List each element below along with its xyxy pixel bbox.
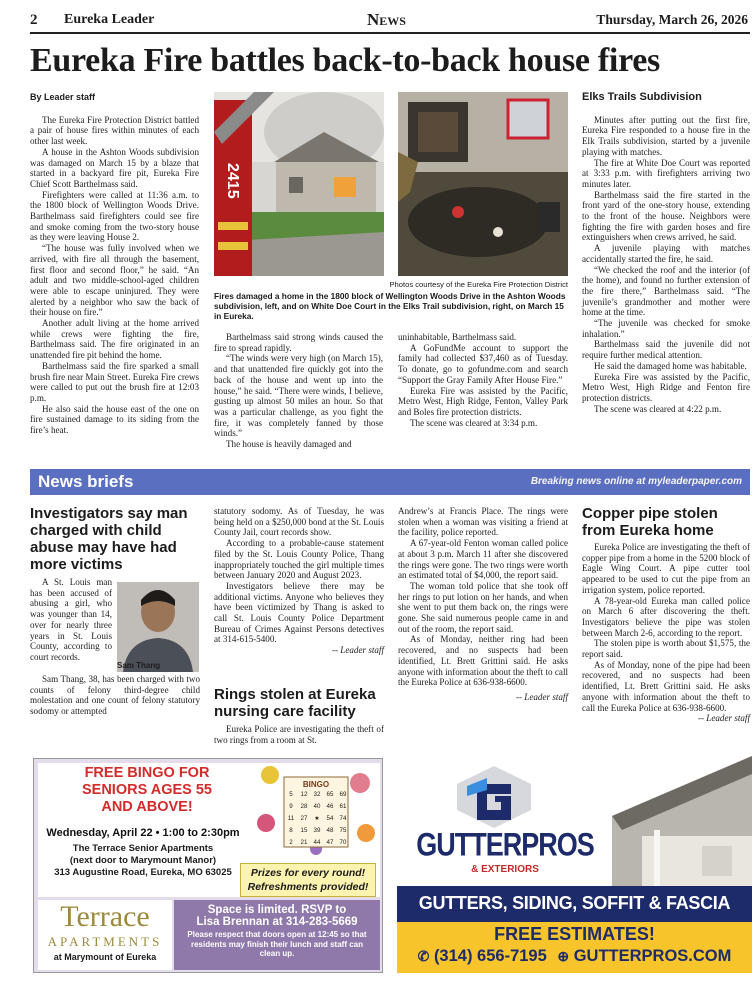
story-paragraph: A GoFundMe account to support the family had collected $37,460 as of Tuesday. To donate, go to gofundme.com and search “Support the Gray Family After House Fire.” [398,342,568,385]
bingo-number: 12 [300,791,308,798]
bingo-number: 5 [289,791,293,798]
bingo-number: 39 [313,827,321,834]
story-paragraph: Barthelmass said the fire started in the front yard of the one-story house, extending to the front of the house. Neighbors were fighting the fire with garden hoses and fire extinguishers when crews arrived, he said. [582,189,750,243]
story-paragraph: A juvenile playing with matches accidentally started the fire, he said. [582,243,750,264]
byline: By Leader staff [30,92,96,102]
page-headline: Eureka Fire battles back-to-back house fires [30,42,660,79]
brief3-column [582,542,750,724]
brief1-para2: Sam Thang, 38, has been charged with two counts of felony third-degree child molestation and one count of felony statutory sodomy or attempted [30,674,200,717]
story-paragraph: Eureka Fire was assisted by the Pacific, Metro West, High Ridge, Fenton, Valley Park and Boles fire protection districts. [398,385,568,417]
brief-paragraph: Eureka Police are investigating the theft of copper pipe from a home in the 5200 block of Eagle Wing Court. A pipe cutter tool appeared to be used to cut the pipe from an irrigation system, police reported. [582,542,750,595]
brief-headline: Rings stolen at Eureka nursing care facility [214,686,376,720]
bingo-number: 9 [289,803,293,810]
page-number: 2 [30,12,38,28]
gutterpros-logo-icon [457,766,531,828]
fire-photo-right [398,92,568,276]
bingo-number: 61 [339,803,347,810]
brief-signature: -- Leader staff [697,713,750,724]
story-column-4 [582,92,750,414]
gutter-phone[interactable]: (314) 656-7195 [433,947,547,965]
bingo-number: 75 [339,827,347,834]
news-briefs-bar [30,469,750,495]
bingo-number: 74 [339,815,347,822]
brief2-column-3 [398,506,568,703]
story-paragraph: Firefighters were called at 11:36 a.m. to the 1800 block of Wellington Woods Drive. Barthelmass said firefighters could see fire and smoke coming from the two-story house as they were leaving House 2. [30,189,199,243]
brief-headline: Investigators say man charged with child abuse may have had more victims [30,505,188,573]
bingo-number: 21 [300,839,308,846]
story-paragraph: The scene was cleared at 4:22 p.m. [594,403,722,414]
story-paragraph: He said the damaged home was habitable. [594,360,747,371]
bingo-number: 8 [289,827,293,834]
brief-headline: Copper pipe stolen from Eureka home [582,505,718,539]
story-paragraph: A house in the Ashton Woods subdivision was damaged on March 15 by a blaze that started in a backyard fire pit, Eureka Fire Chief Scott Barthelmass said. [30,146,199,189]
rsvp-phone[interactable]: Lisa Brennan at 314-283-5669 [196,916,358,928]
gutter-offer: FREE ESTIMATES! [494,924,655,944]
bingo-title-line: AND ABOVE! [101,799,193,815]
story-paragraph: Another adult living at the home arrived while crews were fighting the fire, Barthelmass said. The fire originated in an unattended fire pit behind the home. [30,318,199,361]
briefs-promo-link[interactable]: Breaking news online at myleaderpaper.com [530,476,742,487]
gutterpros-ad[interactable] [397,756,752,973]
brief-paragraph: A 78-year-old Eureka man called police on March 6 after discovering the theft. Investigators believe the pipe was stolen between March 2-6, according to the report. [582,595,750,638]
mugshot-photo [117,582,199,672]
mugshot-label: Sam Thang [117,661,161,670]
story-subhead: Elks Trails Subdivision [582,91,702,103]
story-paragraph: “The juvenile was checked for smoke inhalation.” [582,318,750,339]
story-paragraph: He also said the house east of the one on fire sustained damage to its siding from the fire’s heat. [30,403,199,436]
terrace-logo-sub: APARTMENTS [47,934,163,949]
bingo-address: 313 Augustine Road, Eureka, MO 63025 [54,867,232,878]
bingo-number: 69 [339,791,347,798]
brief-paragraph: statutory sodomy. As of Tuesday, he was being held on a $250,000 bond at the St. Louis County Jail, court records show. [214,506,384,538]
bingo-number: ★ [314,815,320,822]
brief1-column-2 [214,506,384,656]
bingo-title-line: SENIORS AGES 55 [81,782,212,798]
brief-paragraph: According to a probable-cause statement filed by the St. Louis County Police, Thang inappropriately touched the girl multiple times between January 2020 and August 2023. [214,538,384,581]
story-paragraph: The Eureka Fire Protection District battled a pair of house fires within minutes of each other last week. [30,114,199,147]
paper-name: Eureka Leader [64,12,155,27]
bingo-title-line: FREE BINGO FOR [84,765,210,781]
truck-number: 2415 [224,163,241,199]
brief1-lead: A St. Louis man has been accused of abusing a girl, who was younger than 14, over for nearly three years in St. Louis County, according to court records. [30,577,112,662]
bingo-number: 40 [313,803,321,810]
story-column-3 [398,332,568,428]
story-paragraph: Eureka Fire was assisted by the Pacific, Metro West, High Ridge and Fenton fire protection districts. [582,371,750,403]
section-name: News [367,10,406,29]
story-paragraph: “We checked the roof and the interior (of the home), and found no further extension of the fire there,” Barthelmass said. “The juvenile’s grandmother and mother were home at the time. [582,264,750,318]
fire-photo-left [214,92,384,276]
story-paragraph: uninhabitable, Barthelmass said. [398,332,517,342]
bingo-number: 65 [326,791,334,798]
bingo-number: 54 [326,815,334,822]
bingo-number: 48 [326,827,334,834]
bingo-number: 32 [313,791,321,798]
brief-paragraph: The stolen pipe is worth about $1,575, the report said. [582,638,750,660]
rsvp-panel [174,900,380,970]
person-silhouette [117,582,199,672]
bingo-prizes-box [240,863,376,897]
gutterpros-sub: & EXTERIORS [471,864,539,875]
bingo-when: Wednesday, April 22 • 1:00 to 2:30pm [46,827,240,839]
bingo-number: 11 [287,815,295,822]
bingo-number: 46 [326,803,334,810]
bingo-number: 15 [300,827,308,834]
story-paragraph: The scene was cleared at 3:34 p.m. [410,417,538,428]
story-paragraph: Barthelmass said strong winds caused the fire to spread rapidly. [214,332,383,353]
brief-paragraph: Investigators believe there may be additional victims. Anyone who believes they have been victimized by Thang is asked to call St. Louis County Police Department Bureau of Crimes Against Persons detectives at 314-615-5400. [214,580,384,645]
gutterpros-brand: GUTTERPROS [416,826,594,863]
photo-credit: Photos courtesy of the Eureka Fire Protection District [389,280,568,289]
story-paragraph: “The house was fully involved when we arrived, with fire all through the basement, first floor and second floor,” he said. “An adult and two middle-school-aged children were able to escape uninjured. They were alerted by a neighbor who saw the back of their house on fire.” [30,243,199,318]
brief-signature: -- Leader staff [331,645,384,656]
story-paragraph: The fire at White Doe Court was reported at 3:33 p.m. with firefighters arriving two minutes later. [582,157,750,189]
story-paragraph: The house is heavily damaged and [226,439,352,450]
story-column-2 [214,332,383,450]
bingo-card-grid [285,789,349,848]
bingo-prizes-line: Refreshments provided! [247,881,369,893]
gutter-contact-row [397,947,752,973]
brief-signature: -- Leader staff [515,691,568,702]
bingo-number: 27 [300,815,308,822]
photo-caption: Fires damaged a home in the 1800 block of Wellington Woods Drive in the Ashton Woods subdivision, left, and on White Doe Court in the Elks Trail subdivision, right, on March 15 in Eureka. [214,291,566,322]
bingo-venue: The Terrace Senior Apartments [72,843,214,854]
brief-paragraph: A 67-year-old Fenton woman called police at about 3 p.m. March 11 after she discovered the rings were gone. The two rings were worth an estimated total of $4,000, the report said. [398,538,568,581]
story-paragraph: Barthelmass said the fire sparked a small brush fire near Main Street. Eureka Fire crews were called to put out the brush fire at 12:03 p.m. [30,360,199,403]
fire-scene-illustration [214,92,384,276]
bingo-number: 28 [300,803,308,810]
rsvp-note: Please respect that doors open at 12:45 so that residents may finish their lunch and staff can clean up. [187,930,367,958]
terrace-logo-box [38,900,172,970]
story-paragraph: Minutes after putting out the first fire, Eureka Fire responded to a house fire in the Elk Trails subdivision, started by a juvenile playing with matches. [582,114,750,157]
brief-paragraph: The woman told police that she took off her rings to put lotion on her hands, and when she went to put them back on, the rings were gone. She said numerous people came in and out of the room, the report said. [398,580,568,634]
gutter-website[interactable]: GUTTERPROS.COM [573,947,732,965]
story-column-1 [30,92,199,436]
bingo-ad-title [42,765,252,816]
story-paragraph: “The winds were very high (on March 15), and that unattended fire quickly got into the back of the house and went up into the house,” he said. “There were winds, I believe, gusting up almost 50 miles an hour. So that was a particular challenge, as you fight the fire, it was completely fanned by those winds.” [214,353,383,439]
gutter-services: GUTTERS, SIDING, SOFFIT & FASCIA [418,893,731,913]
terrace-logo-name: Terrace [60,900,150,933]
bingo-number: 44 [313,839,321,846]
phone-icon: ✆ [417,948,430,964]
masthead-rule [30,32,750,34]
rsvp-line: Space is limited. RSVP to [207,904,347,916]
news-briefs-title: News briefs [38,472,134,491]
bingo-number: 70 [339,839,347,846]
bingo-venue-note: (next door to Marymount Manor) [69,855,217,866]
brief-paragraph: Andrew’s at Francis Place. The rings were stolen when a woman was visiting a friend at the facility, police reported. [398,506,568,538]
bingo-prizes-line: Prizes for every round! [250,867,366,879]
globe-icon: ⊕ [557,948,570,964]
burned-yard-illustration [398,92,568,276]
bingo-number: 47 [326,839,334,846]
brief-paragraph: As of Monday, none of the pipe had been recovered, and no suspects had been identified, Lt. Brett Grittini said. He asks anyone with information about the theft to call the Eureka Police at 636-938-6600. [582,659,750,713]
bingo-ad[interactable] [33,758,383,973]
terrace-logo-tag: at Marymount of Eureka [53,952,157,962]
issue-date: Thursday, March 26, 2026 [596,12,748,27]
gutter-services-bar [397,886,752,922]
brief2-para1: Eureka Police are investigating the theft of two rings from a room at St. [214,724,384,745]
brief-paragraph: As of Monday, neither ring had been recovered, and no suspects had been identified, Lt. Brett Grittini said. He asks anyone with information about the theft to call the Eureka Police at 636-938-6600. [398,634,568,688]
bingo-number: 2 [289,839,293,846]
story-paragraph: Barthelmass said the juvenile did not require further medical attention. [582,339,750,361]
house-roof-illustration [612,756,752,886]
bingo-card-title: BINGO [302,780,330,789]
